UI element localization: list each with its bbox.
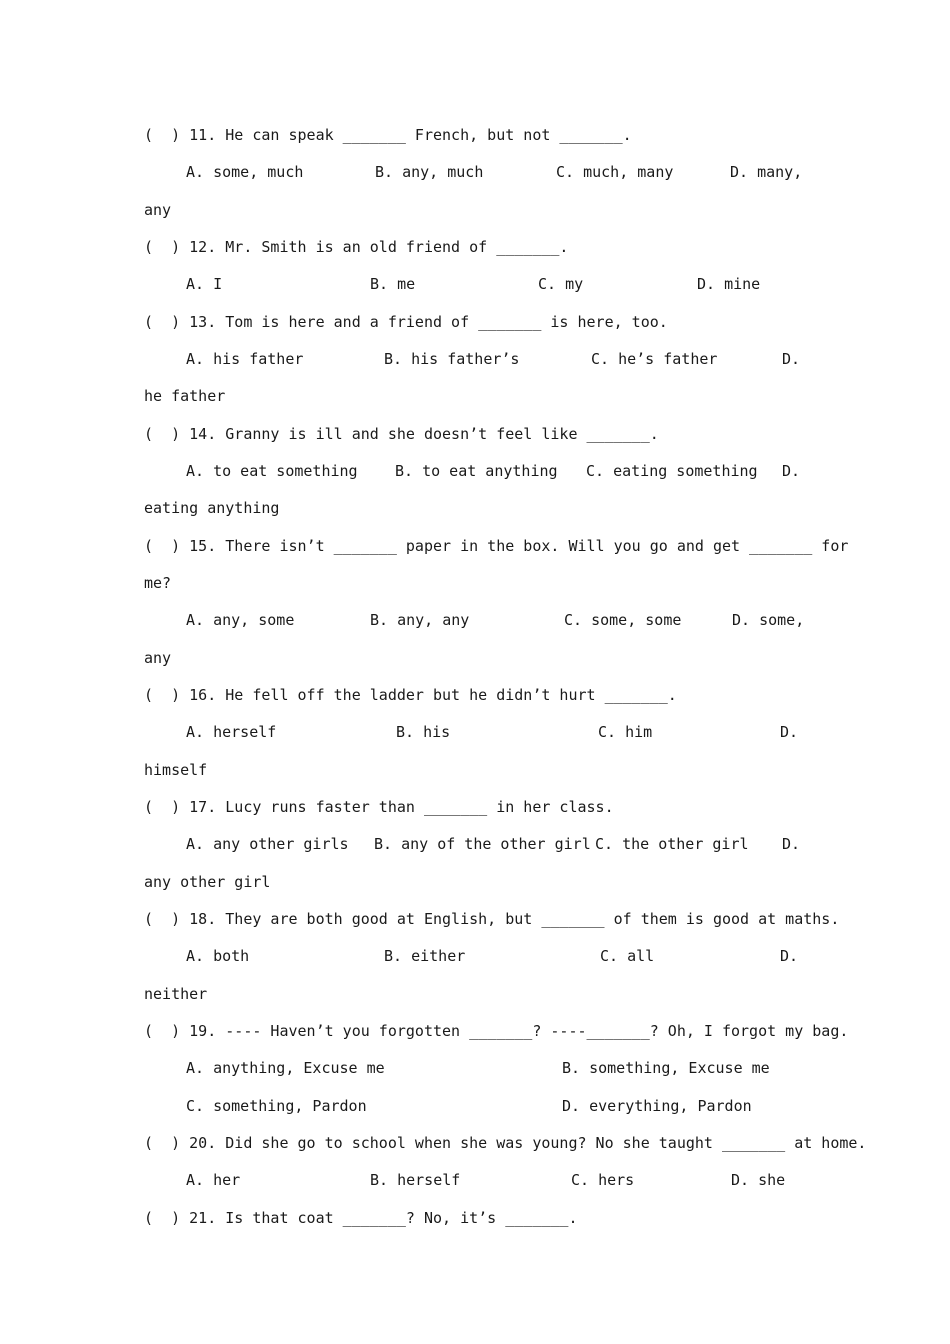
question-14-option-c: C. eating something xyxy=(586,462,758,480)
question-18-option-c: C. all xyxy=(600,947,655,965)
question-19-option-c: C. something, Pardon xyxy=(186,1097,367,1115)
question-20-option-c: C. hers xyxy=(571,1171,635,1189)
question-11-stem: ( ) 11. He can speak _______ French, but not _______. xyxy=(144,126,632,144)
question-18-wrap: neither xyxy=(144,985,208,1003)
question-16-option-d: D. xyxy=(780,723,799,741)
question-20-option-a: A. her xyxy=(186,1171,241,1189)
question-17-option-d: D. xyxy=(782,835,801,853)
question-13-wrap: he father xyxy=(144,387,226,405)
question-13-option-c: C. he’s father xyxy=(591,350,718,368)
question-16-option-b: B. his xyxy=(396,723,451,741)
question-20-option-d: D. she xyxy=(731,1171,786,1189)
question-18-option-a: A. both xyxy=(186,947,250,965)
question-11-option-c: C. much, many xyxy=(556,163,674,181)
question-13-option-b: B. his father’s xyxy=(384,350,520,368)
question-19-option-a: A. anything, Excuse me xyxy=(186,1059,385,1077)
question-15-option-d: D. some, xyxy=(732,611,805,629)
question-17-option-b: B. any of the other girl xyxy=(374,835,591,853)
question-17-option-a: A. any other girls xyxy=(186,835,349,853)
question-15-wrap: any xyxy=(144,649,172,667)
question-11-option-d: D. many, xyxy=(730,163,803,181)
question-13-stem: ( ) 13. Tom is here and a friend of _______ is here, too. xyxy=(144,313,668,331)
question-15-option-c: C. some, some xyxy=(564,611,682,629)
question-18-option-d: D. xyxy=(780,947,799,965)
question-14-stem: ( ) 14. Granny is ill and she doesn’t feel like _______. xyxy=(144,425,659,443)
question-15-stem: ( ) 15. There isn’t _______ paper in the box. Will you go and get _______ for xyxy=(144,537,849,555)
question-11-option-a: A. some, much xyxy=(186,163,304,181)
question-18-option-b: B. either xyxy=(384,947,466,965)
question-16-option-c: C. him xyxy=(598,723,653,741)
question-15-stem-wrap: me? xyxy=(144,574,172,592)
question-16-stem: ( ) 16. He fell off the ladder but he didn’t hurt _______. xyxy=(144,686,677,704)
question-15-option-b: B. any, any xyxy=(370,611,470,629)
question-19-option-b: B. something, Excuse me xyxy=(562,1059,770,1077)
question-15-option-a: A. any, some xyxy=(186,611,295,629)
question-14-option-b: B. to eat anything xyxy=(395,462,558,480)
question-20-option-b: B. herself xyxy=(370,1171,461,1189)
question-19-option-d: D. everything, Pardon xyxy=(562,1097,752,1115)
question-17-stem: ( ) 17. Lucy runs faster than _______ in her class. xyxy=(144,798,614,816)
question-17-wrap: any other girl xyxy=(144,873,271,891)
question-18-stem: ( ) 18. They are both good at English, but _______ of them is good at maths. xyxy=(144,910,840,928)
question-19-stem: ( ) 19. ---- Haven’t you forgotten _______? ----_______? Oh, I forgot my bag. xyxy=(144,1022,849,1040)
question-12-option-b: B. me xyxy=(370,275,416,293)
question-11-option-b: B. any, much xyxy=(375,163,484,181)
question-12-stem: ( ) 12. Mr. Smith is an old friend of _______. xyxy=(144,238,569,256)
question-20-stem: ( ) 20. Did she go to school when she was young? No she taught _______ at home. xyxy=(144,1134,867,1152)
question-12-option-a: A. I xyxy=(186,275,223,293)
question-11-wrap: any xyxy=(144,201,172,219)
question-13-option-d: D. xyxy=(782,350,801,368)
question-14-option-a: A. to eat something xyxy=(186,462,358,480)
question-14-option-d: D. xyxy=(782,462,801,480)
question-16-option-a: A. herself xyxy=(186,723,277,741)
question-12-option-c: C. my xyxy=(538,275,584,293)
question-13-option-a: A. his father xyxy=(186,350,304,368)
question-21-stem: ( ) 21. Is that coat _______? No, it’s _______. xyxy=(144,1209,578,1227)
question-17-option-c: C. the other girl xyxy=(595,835,749,853)
question-14-wrap: eating anything xyxy=(144,499,280,517)
question-16-wrap: himself xyxy=(144,761,208,779)
question-12-option-d: D. mine xyxy=(697,275,761,293)
